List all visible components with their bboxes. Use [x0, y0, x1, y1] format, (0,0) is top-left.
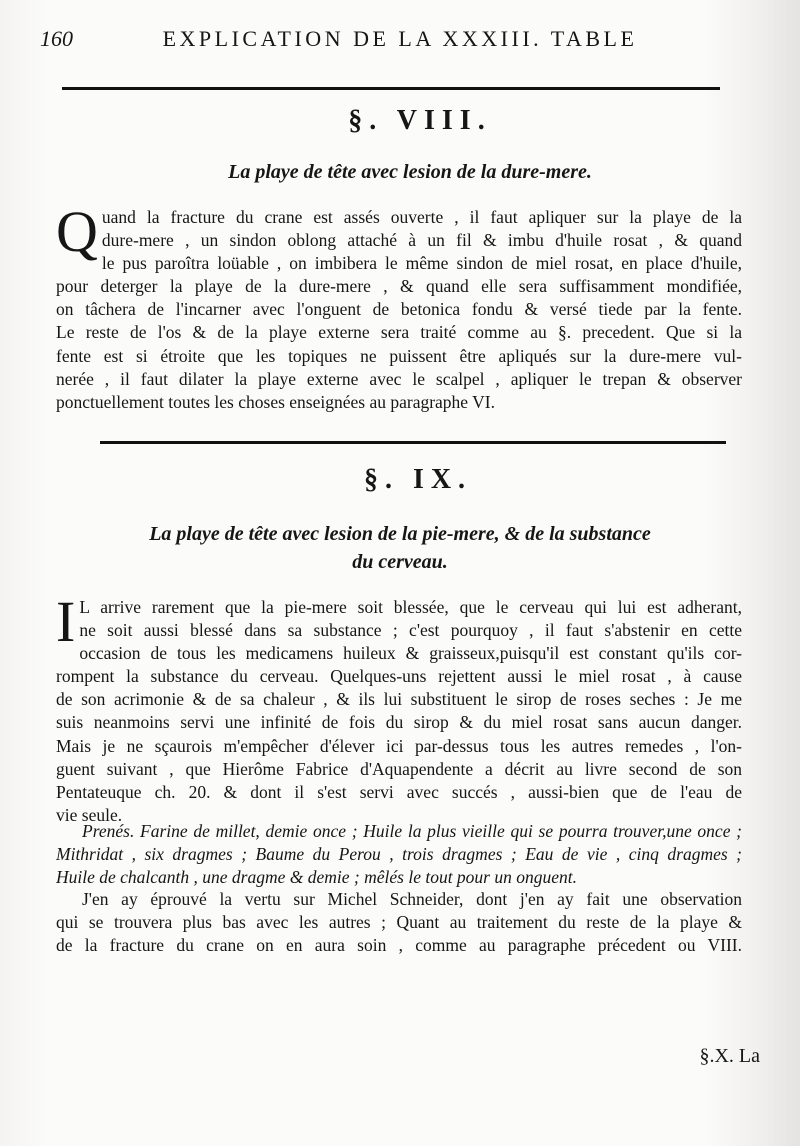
- text-line: de son acrimonie & de sa chaleur , & ils lui substituent le sirop de roses seches : Je me: [56, 689, 742, 710]
- text-line: rompent la substance du cerveau. Quelques-uns rejettent aussi le miel rosat , à cause: [56, 666, 742, 687]
- text-line: dure-mere , un sindon oblong attaché à un fil & imbu d'huile rosat , & quand: [101, 230, 742, 251]
- closing-paragraph: [56, 888, 742, 957]
- text-line: le pus paroîtra loüable , on imbibera le même sindon de miel rosat, en place d'huile,: [101, 253, 742, 274]
- section-9-paragraph: [56, 589, 742, 827]
- running-title: EXPLICATION DE LA XXXIII. TABLE: [162, 26, 638, 51]
- recipe-paragraph: [56, 820, 742, 889]
- text-line: fente est si étroite que les topiques ne puissent être apliqués sur la dure-mere vul-: [56, 345, 742, 366]
- text-line: J'en ay éprouvé la vertu sur Michel Schneider, dont j'en ay fait une observation: [82, 889, 742, 909]
- top-rule: [62, 87, 720, 90]
- section-8-title: La playe de tête avec lesion de la dure-mere.: [228, 161, 592, 183]
- section-9-heading: §. IX.: [363, 464, 473, 495]
- text-line: vie seule.: [56, 804, 123, 825]
- page-number: 160: [40, 26, 73, 51]
- drop-cap-q: Q: [56, 199, 98, 264]
- text-line: Le reste de l'os & de la playe externe sera traité comme au §. precedent. Que si la: [56, 322, 742, 343]
- recipe-line: Prenés. Farine de millet, demie once ; Huile la plus vieille qui se pourra trouver,une once ;: [82, 821, 742, 841]
- running-head: [40, 26, 680, 58]
- catchword: §.X. La: [699, 1045, 760, 1067]
- section-9-title-line: du cerveau.: [352, 551, 448, 573]
- text-line: de la fracture du crane on en aura soin , comme au paragraphe précedent ou VIII.: [56, 935, 742, 956]
- recipe-line: Huile de chalcanth , une dragme & demie ; mêlés le tout pour un onguent.: [56, 867, 578, 888]
- section-9-title-line: La playe de tête avec lesion de la pie-mere, & de la substance: [149, 523, 651, 545]
- text-line: ponctuellement toutes les choses enseignées au paragraphe VI.: [56, 391, 495, 412]
- text-line: nerée , il faut dilater la playe externe avec le scalpel , apliquer le trepan & observer: [56, 368, 742, 389]
- text-line: Mais je ne sçaurois m'empêcher d'élever ici par-dessus tous les autres remedes , l'on-: [56, 735, 742, 756]
- section-9-title: [70, 520, 730, 576]
- text-line: suis neanmoins servi une infinité de fois du sirop & du miel rosat sans aucun danger.: [56, 712, 742, 733]
- text-line: occasion de tous les medicamens huileux & graisseux,puisqu'il est constant qu'ils cor-: [79, 643, 742, 664]
- text-line: uand la fracture du crane est assés ouverte , il faut apliquer sur la playe de la: [101, 207, 742, 227]
- section-8-paragraph: [56, 199, 742, 414]
- drop-cap-i: I: [56, 589, 76, 654]
- text-line: Pentateuque ch. 20. & dont il s'est servi avec succés , aussi-bien que de l'eau de: [56, 781, 742, 802]
- section-8-heading: §. VIII.: [348, 105, 492, 136]
- text-line: guent suivant , que Hierôme Fabrice d'Aquapendente a décrit au livre second de son: [56, 758, 742, 779]
- text-line: L arrive rarement que la pie-mere soit blessée, que le cerveau qui lui est adherant,: [79, 597, 742, 617]
- text-line: on tâchera de l'incarner avec l'onguent de betonica fondu & versé tiede par la fente.: [56, 299, 742, 320]
- text-line: ne soit aussi blessé dans sa substance ; c'est pourquoy , il faut s'abstenir en cette: [79, 620, 742, 641]
- text-line: qui se trouvera plus bas avec les autres ; Quant au traitement du reste de la playe &: [56, 912, 742, 933]
- recipe-line: Mithridat , six dragmes ; Baume du Perou , trois dragmes ; Eau de vie , cinq dragmes ;: [56, 844, 742, 865]
- text-line: pour deterger la playe de la dure-mere , & quand elle sera suffisamment mondifiée,: [56, 276, 742, 297]
- section-divider-rule: [100, 441, 726, 444]
